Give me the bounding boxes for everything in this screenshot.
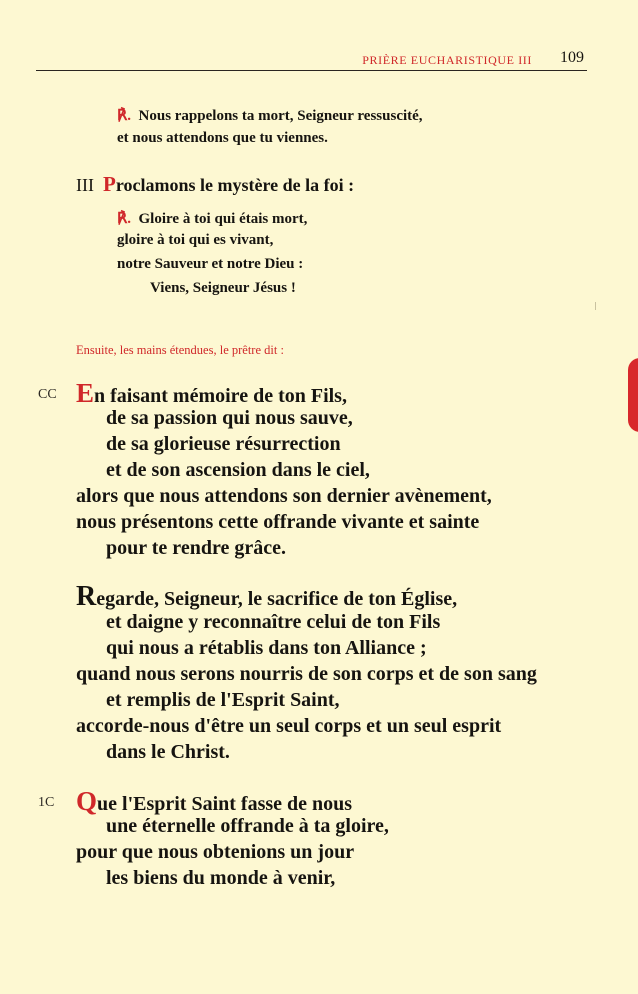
drop-capital: Q: [76, 786, 98, 816]
response-line: [117, 209, 307, 228]
prayer-text: nous présentons cette offrande vivante et sainte: [76, 511, 480, 533]
prayer-text: et daigne y reconnaître celui de ton Fils: [106, 611, 441, 633]
prayer-text: n faisant mémoire de ton Fils,: [94, 385, 347, 407]
acclamation-text: roclamons le mystère de la foi :: [115, 175, 355, 195]
drop-capital: R: [76, 581, 97, 612]
margin-mark: CC: [38, 387, 57, 402]
response-line: [117, 106, 423, 125]
response-text: Gloire à toi qui étais mort,: [138, 211, 308, 227]
prayer-text: qui nous a rétablis dans ton Alliance ;: [106, 637, 427, 659]
prayer-line: [76, 380, 347, 408]
prayer-text: dans le Christ.: [106, 741, 230, 763]
response-dot: .: [127, 108, 132, 124]
prayer-text: quand nous serons nourris de son corps et de son sang: [76, 663, 537, 685]
prayer-text: ue l'Esprit Saint fasse de nous: [97, 793, 353, 815]
response-text: notre Sauveur et notre Dieu :: [117, 256, 304, 272]
paper-speck: [595, 302, 596, 310]
header-rule: [36, 70, 587, 71]
rubric-instruction: Ensuite, les mains étendues, le prêtre dit :: [76, 343, 284, 357]
prayer-line: [76, 788, 352, 816]
page-number: 109: [560, 49, 584, 66]
drop-capital: E: [76, 378, 95, 408]
section-numeral: III: [76, 175, 94, 195]
response-dot: .: [127, 211, 132, 227]
prayer-text: pour que nous obtenions un jour: [76, 841, 355, 863]
prayer-line: [76, 583, 457, 611]
response-text: Viens, Seigneur Jésus !: [150, 280, 296, 296]
prayer-text: egarde, Seigneur, le sacrifice de ton Église,: [96, 588, 458, 610]
prayer-text: accorde-nous d'être un seul corps et un seul esprit: [76, 715, 502, 737]
prayer-text: de sa passion qui nous sauve,: [106, 407, 353, 429]
prayer-text: et de son ascension dans le ciel,: [106, 459, 370, 481]
page-edge-tab: [628, 358, 638, 432]
response-text: gloire à toi qui es vivant,: [117, 232, 274, 248]
response-text: Nous rappelons ta mort, Seigneur ressuscité,: [138, 108, 423, 124]
response-text: et nous attendons que tu viennes.: [117, 130, 328, 146]
running-header-title: PRIÈRE EUCHARISTIQUE III: [362, 53, 532, 67]
margin-mark: 1C: [38, 795, 55, 810]
prayer-text: une éternelle offrande à ta gloire,: [106, 815, 389, 837]
prayer-text: et remplis de l'Esprit Saint,: [106, 689, 340, 711]
response-symbol: ℟: [117, 108, 128, 124]
initial-capital: P: [102, 172, 116, 196]
prayer-text: alors que nous attendons son dernier avènement,: [76, 485, 492, 507]
prayer-text: pour te rendre grâce.: [106, 537, 286, 559]
response-symbol: ℟: [117, 211, 128, 227]
prayer-text: de sa glorieuse résurrection: [106, 433, 341, 455]
prayer-text: les biens du monde à venir,: [106, 867, 336, 889]
acclamation-heading: [76, 172, 354, 197]
